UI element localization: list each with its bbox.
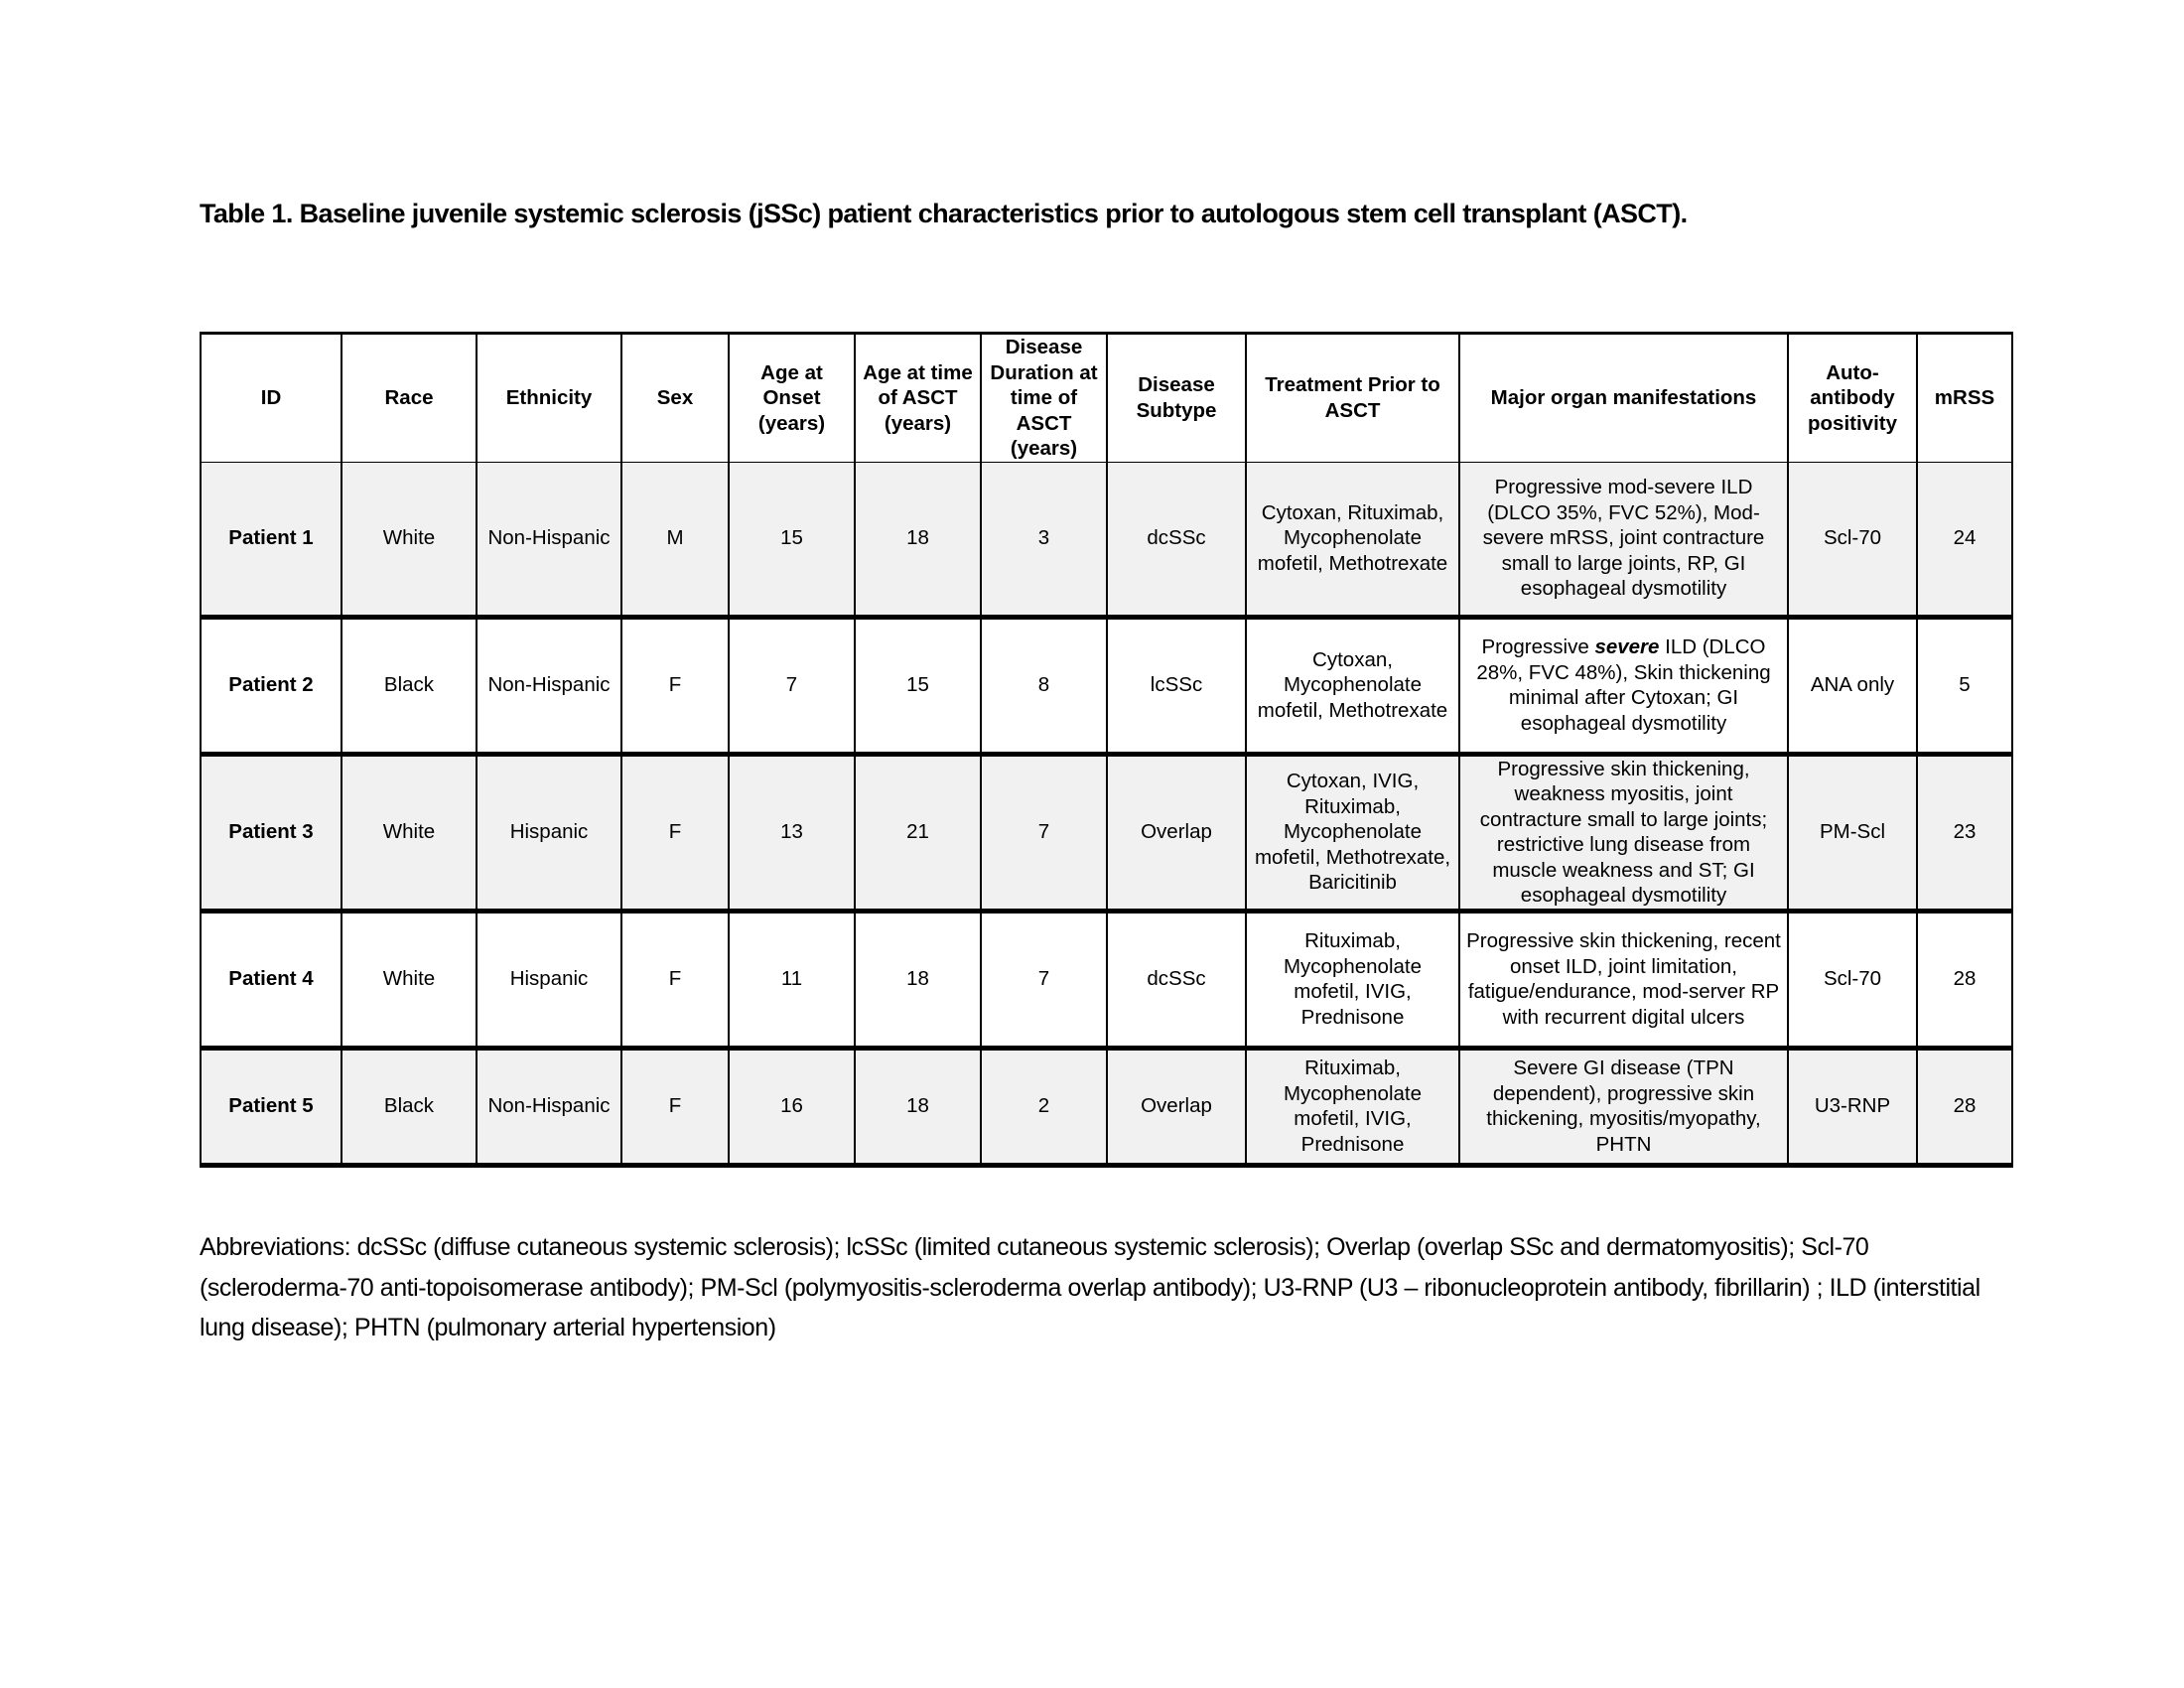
cell-manifestations <box>1459 1048 1788 1165</box>
header-ethnicity: Ethnicity <box>477 334 621 463</box>
cell-id: Patient 2 <box>201 617 341 754</box>
cell-age-onset: 13 <box>729 754 855 911</box>
cell-id: Patient 5 <box>201 1048 341 1165</box>
cell-race: White <box>341 462 477 617</box>
cell-age-asct: 18 <box>855 1048 981 1165</box>
header-age-onset: Age at Onset (years) <box>729 334 855 463</box>
cell-sex: F <box>621 754 729 911</box>
cell-sex: M <box>621 462 729 617</box>
cell-race: Black <box>341 617 477 754</box>
cell-subtype: Overlap <box>1107 1048 1246 1165</box>
cell-manifestations <box>1459 754 1788 911</box>
cell-age-onset: 15 <box>729 462 855 617</box>
cell-antibody: Scl-70 <box>1788 911 1917 1048</box>
cell-age-asct: 18 <box>855 911 981 1048</box>
cell-id: Patient 4 <box>201 911 341 1048</box>
cell-antibody: U3-RNP <box>1788 1048 1917 1165</box>
cell-subtype: Overlap <box>1107 754 1246 911</box>
cell-age-asct: 15 <box>855 617 981 754</box>
cell-antibody: Scl-70 <box>1788 462 1917 617</box>
cell-manifestations <box>1459 462 1788 617</box>
cell-sex: F <box>621 617 729 754</box>
manifestations-text: Progressive mod-severe ILD (DLCO 35%, FVC 52%), Mod-severe mRSS, joint contracture small to large joints, RP, GI esophageal dysmotility <box>1482 476 1765 601</box>
cell-manifestations <box>1459 911 1788 1048</box>
cell-subtype: dcSSc <box>1107 462 1246 617</box>
table-row <box>201 1048 2012 1165</box>
manifestations-text: Severe GI disease (TPN dependent), progressive skin thickening, myositis/myopathy, PHTN <box>1486 1056 1761 1156</box>
cell-subtype: lcSSc <box>1107 617 1246 754</box>
table-caption: Table 1. Baseline juvenile systemic sclerosis (jSSc) patient characteristics prior to autologous stem cell transplant (ASCT). <box>200 199 1688 228</box>
cell-treatment: Cytoxan, Mycophenolate mofetil, Methotrexate <box>1246 617 1459 754</box>
header-row <box>201 334 2012 463</box>
manifestations-text: Progressive <box>1481 635 1595 658</box>
header-race: Race <box>341 334 477 463</box>
cell-treatment: Rituximab, Mycophenolate mofetil, IVIG, Prednisone <box>1246 911 1459 1048</box>
cell-mrss: 28 <box>1917 1048 2012 1165</box>
cell-ethnicity: Non-Hispanic <box>477 617 621 754</box>
cell-treatment: Rituximab, Mycophenolate mofetil, IVIG, Prednisone <box>1246 1048 1459 1165</box>
cell-mrss: 28 <box>1917 911 2012 1048</box>
cell-age-onset: 7 <box>729 617 855 754</box>
manifestations-text-after: ILD (DLCO 28%, FVC 48%), Skin thickening minimal after Cytoxan; GI esophageal dysmotility <box>1476 635 1771 735</box>
cell-sex: F <box>621 911 729 1048</box>
cell-race: Black <box>341 1048 477 1165</box>
manifestations-text: Progressive skin thickening, weakness myositis, joint contracture small to large joints; restrictive lung disease from muscle weakness and ST; GI esophageal dysmotility <box>1479 757 1768 907</box>
header-sex: Sex <box>621 334 729 463</box>
cell-age-onset: 11 <box>729 911 855 1048</box>
cell-antibody: ANA only <box>1788 617 1917 754</box>
table-row <box>201 462 2012 617</box>
table-row <box>201 911 2012 1048</box>
header-treatment: Treatment Prior to ASCT <box>1246 334 1459 463</box>
cell-sex: F <box>621 1048 729 1165</box>
table-row <box>201 617 2012 754</box>
cell-manifestations <box>1459 617 1788 754</box>
cell-id: Patient 1 <box>201 462 341 617</box>
header-disease-subtype: Disease Subtype <box>1107 334 1246 463</box>
cell-age-onset: 16 <box>729 1048 855 1165</box>
cell-duration: 7 <box>981 911 1107 1048</box>
cell-ethnicity: Non-Hispanic <box>477 462 621 617</box>
cell-duration: 2 <box>981 1048 1107 1165</box>
cell-subtype: dcSSc <box>1107 911 1246 1048</box>
cell-ethnicity: Hispanic <box>477 911 621 1048</box>
cell-treatment: Cytoxan, Rituximab, Mycophenolate mofetil, Methotrexate <box>1246 462 1459 617</box>
header-mrss: mRSS <box>1917 334 2012 463</box>
cell-race: White <box>341 754 477 911</box>
cell-age-asct: 18 <box>855 462 981 617</box>
patient-characteristics-table <box>200 332 2013 1168</box>
manifestations-emphasis: severe <box>1594 635 1660 658</box>
cell-race: White <box>341 911 477 1048</box>
header-id: ID <box>201 334 341 463</box>
header-organ-manifestations: Major organ manifestations <box>1459 334 1788 463</box>
header-autoantibody: Auto-antibody positivity <box>1788 334 1917 463</box>
cell-age-asct: 21 <box>855 754 981 911</box>
cell-id: Patient 3 <box>201 754 341 911</box>
cell-antibody: PM-Scl <box>1788 754 1917 911</box>
cell-mrss: 24 <box>1917 462 2012 617</box>
cell-ethnicity: Hispanic <box>477 754 621 911</box>
manifestations-text: Progressive skin thickening, recent onset ILD, joint limitation, fatigue/endurance, mod-server RP with recurrent digital ulcers <box>1466 929 1781 1029</box>
cell-duration: 8 <box>981 617 1107 754</box>
cell-treatment: Cytoxan, IVIG, Rituximab, Mycophenolate mofetil, Methotrexate, Baricitinib <box>1246 754 1459 911</box>
cell-duration: 7 <box>981 754 1107 911</box>
abbreviations-footnote: Abbreviations: dcSSc (diffuse cutaneous systemic sclerosis); lcSSc (limited cutaneous systemic sclerosis); Overlap (overlap SSc and dermatomyositis); Scl-70 (scleroderma-70 anti-topoisomerase antibody); PM-Scl (polymyositis-scleroderma overlap antibody); U3-RNP (U3 – ribonucleoprotein antibody, fibrillarin) ; ILD (interstitial lung disease); PHTN (pulmonary arterial hypertension) <box>200 1233 1980 1341</box>
cell-ethnicity: Non-Hispanic <box>477 1048 621 1165</box>
header-age-asct: Age at time of ASCT (years) <box>855 334 981 463</box>
cell-mrss: 23 <box>1917 754 2012 911</box>
cell-duration: 3 <box>981 462 1107 617</box>
header-disease-duration: Disease Duration at time of ASCT (years) <box>981 334 1107 463</box>
cell-mrss: 5 <box>1917 617 2012 754</box>
table-row <box>201 754 2012 911</box>
